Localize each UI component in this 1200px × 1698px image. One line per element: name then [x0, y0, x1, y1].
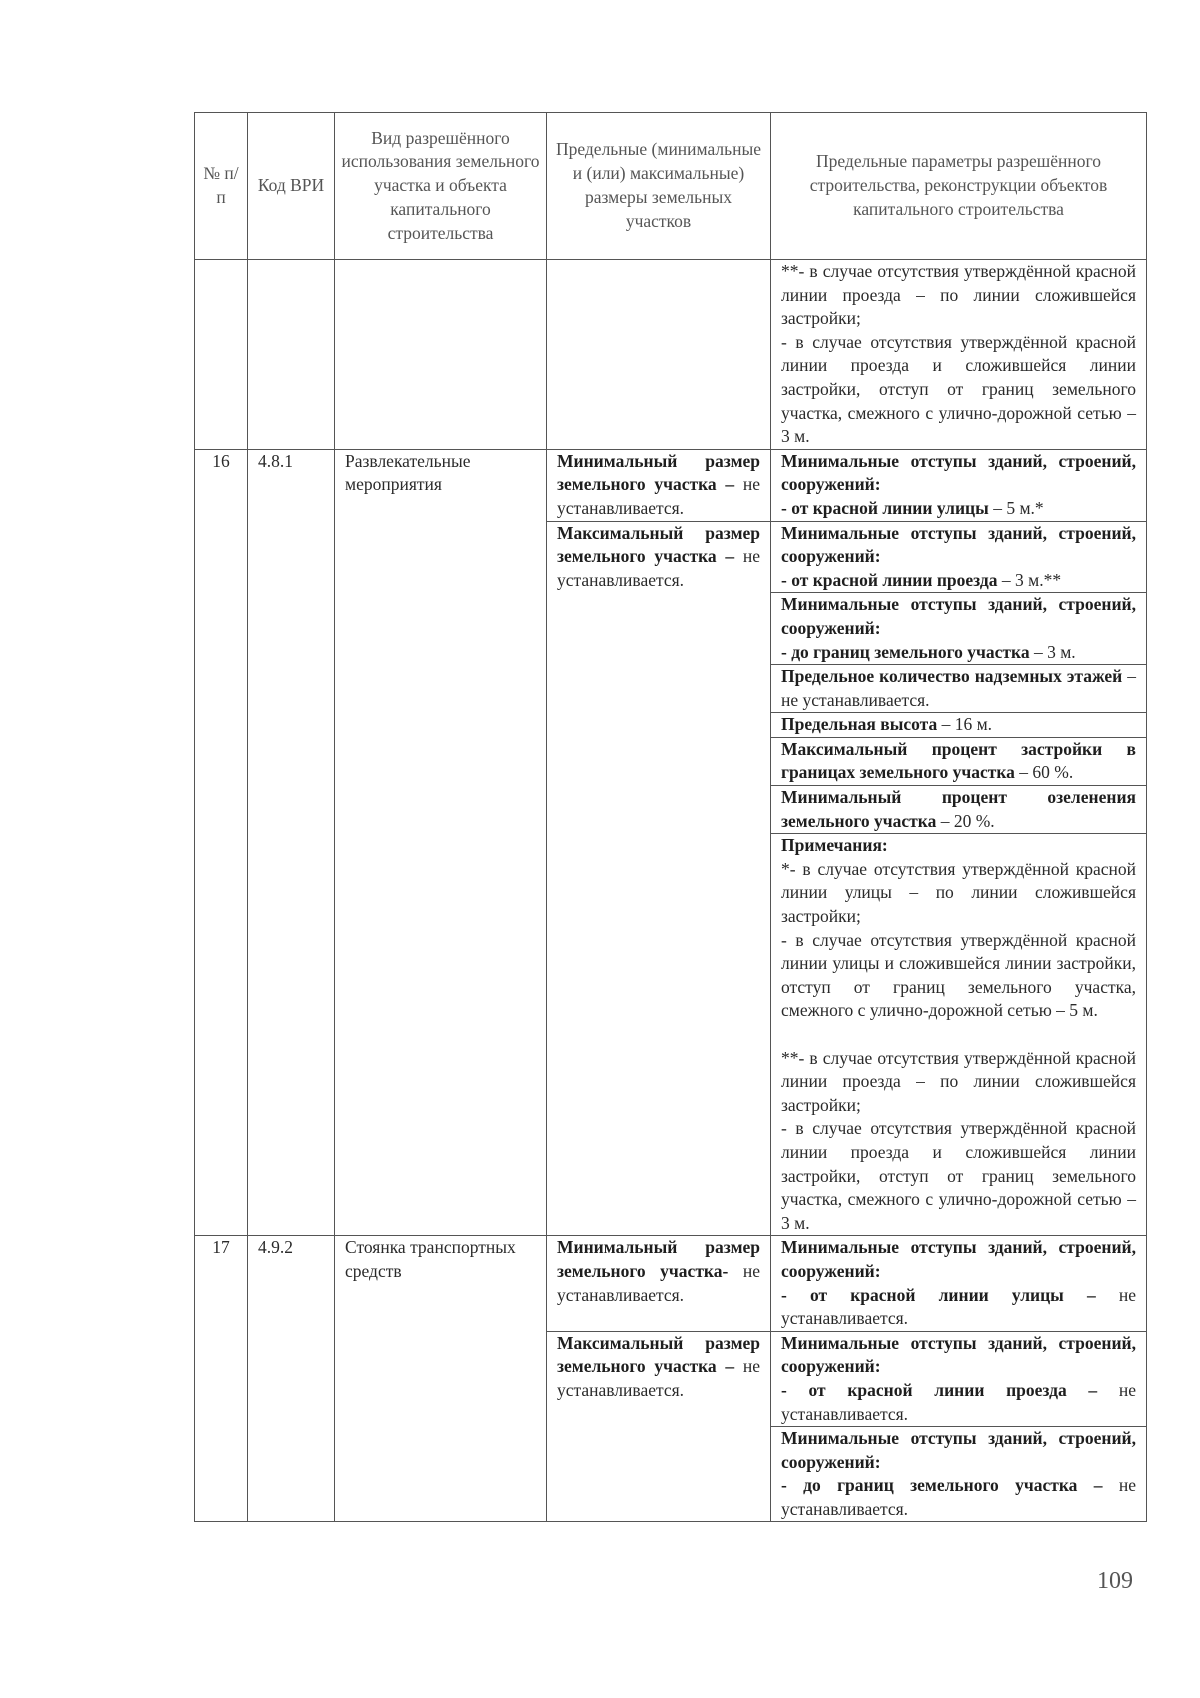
param-value: – 3 м. — [1029, 641, 1076, 662]
continuation-notes — [771, 260, 1147, 450]
page-number: 109 — [1097, 1568, 1133, 1594]
min-size-value: не устанавливается. — [557, 474, 760, 518]
land-use-table — [194, 112, 1147, 1522]
min-size-value: не устанавливается. — [557, 1260, 760, 1305]
param-label: Минимальный процент озеленения земельного участка — [781, 787, 1136, 831]
continuation-row — [195, 260, 1147, 450]
param-sublabel: - до границ земельного участка — [781, 641, 1030, 662]
param-cell — [771, 1331, 1147, 1426]
max-size-cell — [547, 1331, 771, 1522]
max-size-value: не устанавливается. — [557, 1356, 760, 1400]
notes-title: Примечания: — [781, 835, 888, 856]
row-use-type: Развлекательные мероприятия — [335, 449, 547, 1236]
param-value: не устанавливается. — [781, 1475, 1136, 1519]
param-sublabel: - от красной линии улицы — [781, 497, 989, 518]
note-text: **- в случае отсутствия утверждённой красной линии проезда – по линии сложившейся застройки; — [781, 261, 1136, 329]
table-row-17 — [195, 1236, 1147, 1331]
min-size-label: Минимальный размер земельного участка – — [557, 450, 760, 495]
param-value: не устанавливается. — [781, 1379, 1136, 1424]
param-label: Минимальные отступы зданий, строений, сооружений: — [781, 1332, 1136, 1377]
param-sublabel: - до границ земельного участка – — [781, 1475, 1103, 1496]
param-cell — [771, 665, 1147, 713]
header-num: № п/п — [195, 113, 248, 260]
row-code: 4.9.2 — [248, 1236, 335, 1522]
note-text: - в случае отсутствия утверждённой красной линии проезда и сложившейся линии застройки, отступ от границ земельного участка, смежного с улично-дорожной сетью – 3 м. — [781, 331, 1136, 447]
param-cell — [771, 593, 1147, 665]
param-value: – не устанавливается. — [781, 666, 1137, 710]
param-cell — [771, 713, 1147, 738]
max-size-label: Максимальный размер земельного участка – — [557, 522, 760, 567]
max-size-value: не устанавливается. — [557, 546, 760, 590]
param-value: – 3 м.** — [997, 569, 1062, 590]
param-value: не устанавливается. — [781, 1284, 1136, 1329]
param-label: Предельная высота — [781, 714, 938, 735]
param-cell — [771, 1236, 1147, 1331]
param-value: – 16 м. — [937, 714, 993, 735]
min-size-label: Минимальный размер земельного участка- — [557, 1237, 760, 1281]
param-label: Минимальные отступы зданий, строений, сооружений: — [781, 1237, 1136, 1281]
param-cell — [771, 737, 1147, 785]
param-cell — [771, 521, 1147, 593]
param-label: Минимальные отступы зданий, строений, сооружений: — [781, 450, 1136, 495]
param-label: Минимальные отступы зданий, строений, сооружений: — [781, 594, 1136, 638]
header-code: Код ВРИ — [248, 113, 335, 260]
param-label: Максимальный процент застройки в границах земельного участка — [781, 738, 1136, 783]
param-value: – 20 %. — [936, 810, 995, 831]
max-size-cell — [547, 521, 771, 1236]
notes-cell — [771, 834, 1147, 1236]
row-number: 17 — [195, 1236, 248, 1522]
param-label: Предельное количество надземных этажей — [781, 666, 1123, 687]
note-text: *- в случае отсутствия утверждённой красной линии улицы – по линии сложившейся застройки; — [781, 858, 1136, 927]
param-cell — [771, 1427, 1147, 1522]
table-row-16 — [195, 449, 1147, 521]
param-sublabel: - от красной линии проезда — [781, 569, 998, 590]
header-params: Предельные параметры разрешённого строительства, реконструкции объектов капитального строительства — [771, 113, 1147, 260]
row-number: 16 — [195, 449, 248, 1236]
note-text: - в случае отсутствия утверждённой красной линии проезда и сложившейся линии застройки, отступ от границ земельного участка, смежного с улично-дорожной сетью – 3 м. — [781, 1118, 1136, 1233]
param-sublabel: - от красной линии проезда – — [781, 1379, 1098, 1400]
param-cell — [771, 449, 1147, 521]
param-cell — [771, 786, 1147, 834]
min-size-cell — [547, 1236, 771, 1331]
table-header-row — [195, 113, 1147, 260]
row-use-type: Стоянка транспортных средств — [335, 1236, 547, 1522]
param-value: – 5 м.* — [988, 497, 1044, 518]
min-size-cell — [547, 449, 771, 521]
max-size-label: Максимальный размер земельного участка – — [557, 1332, 760, 1377]
header-sizes: Предельные (минимальные и (или) максимальные) размеры земельных участков — [547, 113, 771, 260]
note-text: **- в случае отсутствия утверждённой красной линии проезда – по линии сложившейся застройки; — [781, 1047, 1136, 1115]
param-value: – 60 %. — [1014, 762, 1074, 783]
row-code: 4.8.1 — [248, 449, 335, 1236]
note-text: - в случае отсутствия утверждённой красной линии улицы и сложившейся линии застройки, отступ от границ земельного участка, смежного с улично-дорожной сетью – 5 м. — [781, 929, 1136, 1021]
param-label: Минимальные отступы зданий, строений, сооружений: — [781, 522, 1136, 567]
header-type: Вид разрешённого использования земельного участка и объекта капитального строительства — [335, 113, 547, 260]
param-sublabel: - от красной линии улицы – — [781, 1284, 1096, 1305]
param-label: Минимальные отступы зданий, строений, сооружений: — [781, 1428, 1136, 1472]
